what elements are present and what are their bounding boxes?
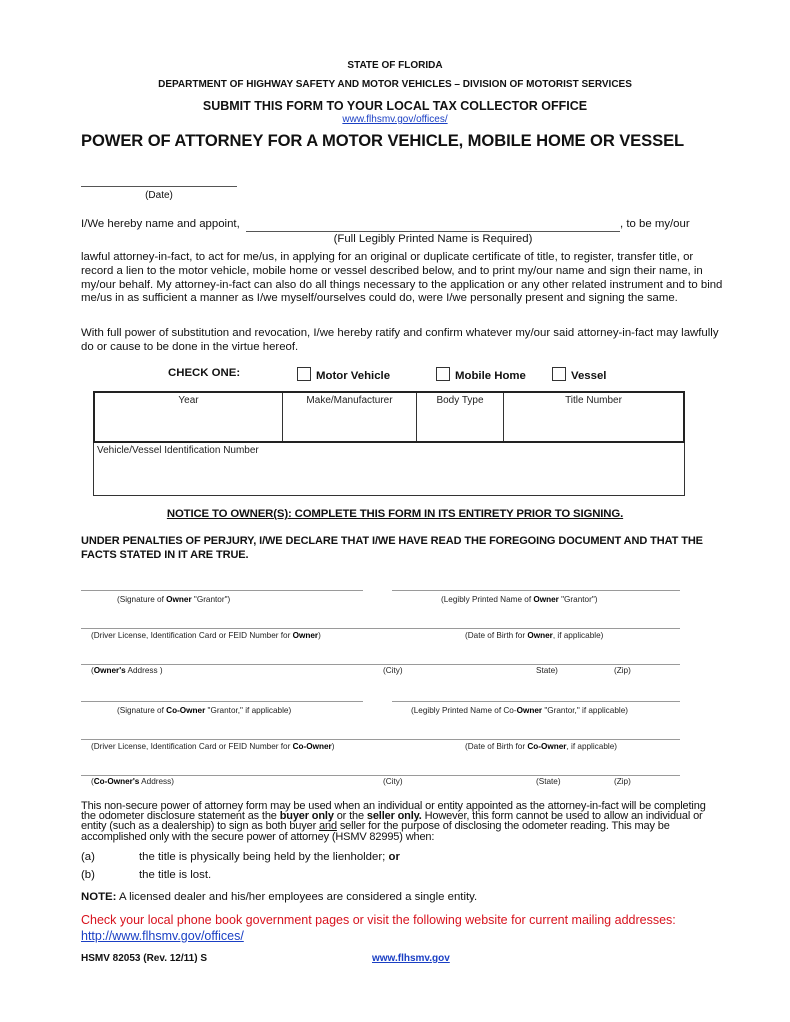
checkbox-label: Mobile Home <box>455 370 526 382</box>
footer-website-link[interactable]: www.flhsmv.gov <box>372 953 450 964</box>
check-one-label: CHECK ONE: <box>168 367 241 379</box>
co-owner-id-label: (Driver License, Identification Card or FEID Number for Co-Owner) <box>91 742 335 751</box>
body-type-cell[interactable] <box>417 393 504 441</box>
appoint-prefix: I/We hereby name and appoint, <box>81 218 240 230</box>
attorney-name-field[interactable] <box>246 231 620 232</box>
owner-address-label: (Owner's Address ) <box>91 666 163 675</box>
checkbox-label: Motor Vehicle <box>316 370 391 382</box>
title-number-cell[interactable] <box>504 393 683 441</box>
co-owner-signature-field[interactable] <box>81 701 363 702</box>
checkbox-square-icon[interactable] <box>436 367 450 381</box>
owner-id-dob-field[interactable] <box>81 628 680 629</box>
title-number-header: Title Number <box>565 395 622 406</box>
co-owner-zip-label: (Zip) <box>614 777 631 786</box>
co-owner-printed-name-label: (Legibly Printed Name of Co-Owner "Grantor," if applicable) <box>411 706 628 715</box>
header-department: DEPARTMENT OF HIGHWAY SAFETY AND MOTOR VEHICLES – DIVISION OF MOTORIST SERVICES <box>158 79 632 90</box>
owner-state-label: State) <box>536 666 558 675</box>
checkbox-motor-vehicle[interactable] <box>297 367 390 382</box>
date-field[interactable] <box>81 186 237 187</box>
offices-link[interactable]: www.flhsmv.gov/offices/ <box>342 114 448 125</box>
owner-id-label: (Driver License, Identification Card or FEID Number for Owner) <box>91 631 321 640</box>
checkbox-mobile-home[interactable] <box>436 367 526 382</box>
date-label: (Date) <box>145 190 173 201</box>
attorney-name-label: (Full Legibly Printed Name is Required) <box>333 233 533 245</box>
year-cell[interactable] <box>95 393 283 441</box>
co-owner-dob-label: (Date of Birth for Co-Owner, if applicable) <box>465 742 617 751</box>
checkbox-square-icon[interactable] <box>297 367 311 381</box>
perjury-declaration: UNDER PENALTIES OF PERJURY, I/WE DECLARE THAT I/WE HAVE READ THE FOREGOING DOCUMENT AND THAT THE FACTS STATED IN IT ARE TRUE. <box>81 535 703 561</box>
form-code: HSMV 82053 (Rev. 12/11) S <box>81 953 207 964</box>
owner-dob-label: (Date of Birth for Owner, if applicable) <box>465 631 604 640</box>
odometer-paragraph: This non-secure power of attorney form may be used when an individual or entity appointed as the attorney-in-fact will be completing the odometer disclosure statement as the buyer only or the seller only. However, this form cannot be used to allow an individual or entity (such as a dealership) to sign as both buyer and seller for the purpose of disclosing the odometer reading. This may be accomplished only with the secure power of attorney (HSMV 82995) when: <box>81 800 706 843</box>
owner-city-label: (City) <box>383 666 403 675</box>
owner-signature-label: (Signature of Owner "Grantor") <box>117 595 231 604</box>
authority-paragraph: lawful attorney-in-fact, to act for me/us, in applying for an original or duplicate certificate of title, to register, transfer title, or record a lien to the motor vehicle, mobile home or vessel described below, and to print my/our name and sign their name, in my/our behalf. My attorney-in-fact can also do all things necessary to the application or any other related instrument and to bind me/us in as sufficient a manner as I/we myself/ourselves could do, were I/we personally present and signing the same. <box>81 251 723 305</box>
ratify-paragraph: With full power of substitution and revocation, I/we hereby ratify and confirm whatever my/our said attorney-in-fact may lawfully do or cause to be done in the virtue hereof. <box>81 327 719 353</box>
year-header: Year <box>178 395 199 406</box>
mailing-notice: Check your local phone book government pages or visit the following website for current mailing addresses: <box>81 913 676 927</box>
co-owner-address-field[interactable] <box>81 775 680 776</box>
header-submit-instruction: SUBMIT THIS FORM TO YOUR LOCAL TAX COLLECTOR OFFICE <box>202 99 588 113</box>
co-owner-address-label: (Co-Owner's Address) <box>91 777 174 786</box>
checkbox-label: Vessel <box>571 370 607 382</box>
make-cell[interactable] <box>283 393 417 441</box>
appoint-suffix: , to be my/our <box>620 218 690 230</box>
co-owner-signature-label: (Signature of Co-Owner "Grantor," if applicable) <box>117 706 292 715</box>
vehicle-info-table <box>93 391 685 443</box>
body-type-header: Body Type <box>436 395 484 406</box>
co-owner-printed-name-field[interactable] <box>392 701 680 702</box>
co-owner-city-label: (City) <box>383 777 403 786</box>
vin-cell[interactable] <box>93 443 685 496</box>
dealer-note: NOTE: A licensed dealer and his/her employees are considered a single entity. <box>81 891 478 903</box>
checkbox-square-icon[interactable] <box>552 367 566 381</box>
vin-label: Vehicle/Vessel Identification Number <box>97 445 259 456</box>
form-title: POWER OF ATTORNEY FOR A MOTOR VEHICLE, MOBILE HOME OR VESSEL <box>81 131 685 150</box>
owner-printed-name-field[interactable] <box>392 590 680 591</box>
owner-signature-field[interactable] <box>81 590 363 591</box>
checkbox-vessel[interactable] <box>552 367 606 382</box>
condition-a: (a) the title is physically being held by the lienholder; or <box>81 851 400 863</box>
condition-b: (b) the title is lost. <box>81 869 212 881</box>
owner-notice: NOTICE TO OWNER(S): COMPLETE THIS FORM IN ITS ENTIRETY PRIOR TO SIGNING. <box>166 508 624 520</box>
header-state: STATE OF FLORIDA <box>347 60 443 71</box>
co-owner-id-dob-field[interactable] <box>81 739 680 740</box>
mailing-offices-link[interactable]: http://www.flhsmv.gov/offices/ <box>81 929 244 943</box>
owner-printed-name-label: (Legibly Printed Name of Owner "Grantor") <box>441 595 598 604</box>
owner-zip-label: (Zip) <box>614 666 631 675</box>
co-owner-state-label: (State) <box>536 777 561 786</box>
make-header: Make/Manufacturer <box>306 395 393 406</box>
owner-address-field[interactable] <box>81 664 680 665</box>
